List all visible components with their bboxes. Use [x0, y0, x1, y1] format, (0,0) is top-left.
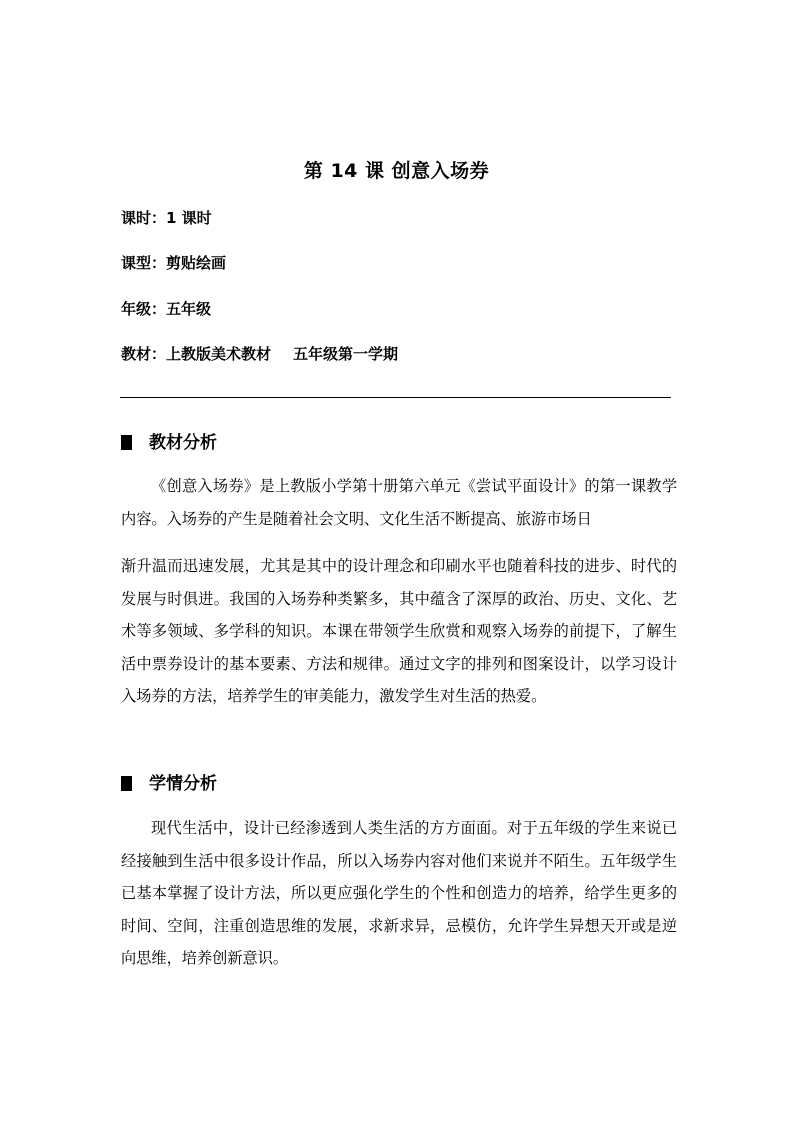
lesson-type: 课型：剪贴绘画	[121, 254, 227, 272]
section-heading-student-analysis	[121, 773, 217, 795]
student-analysis-paragraph: 现代生活中，设计已经渗透到人类生活的方方面面。对于五年级的学生来说已经接触到生活中很多设计作品，所以入场券内容对他们来说并不陌生。五年级学生已基本掌握了设计方法，所以更应强化学生的个性和创造力的培养，给学生更多的时间、空间，注重创造思维的发展，求新求异，忌模仿，允许学生异想天开或是逆向思维，培养创新意识。	[121, 819, 677, 967]
section-heading-label: 学情分析	[149, 774, 217, 794]
textbook-label: 教材：上教版美术教材	[121, 345, 272, 363]
separator-line	[120, 397, 671, 398]
section-heading-label: 教材分析	[149, 433, 217, 453]
page-title: 第 14 课 创意入场券	[303, 160, 490, 182]
textbook-term: 五年级第一学期	[293, 345, 399, 363]
lesson-grade: 年级：五年级	[121, 300, 212, 318]
square-bullet-icon	[121, 435, 132, 450]
textbook-analysis-paragraph-2: 渐升温而迅速发展，尤其是其中的设计理念和印刷水平也随着科技的进步、时代的发展与时俱进。我国的入场券种类繁多，其中蕴含了深厚的政治、历史、文化、艺术等多领域、多学科的知识。本课在带领学生欣赏和观察入场券的前提下，了解生活中票券设计的基本要素、方法和规律。通过文字的排列和图案设计，以学习设计入场券的方法，培养学生的审美能力，激发学生对生活的热爱。	[121, 557, 677, 705]
lesson-textbook	[121, 344, 398, 364]
lesson-hours: 课时：1 课时	[121, 209, 212, 227]
textbook-analysis-paragraph-1: 《创意入场券》是上教版小学第十册第六单元《尝试平面设计》的第一课教学内容。入场券的产生是随着社会文明、文化生活不断提高、旅游市场日	[121, 477, 677, 528]
square-bullet-icon	[121, 776, 132, 791]
section-heading-textbook-analysis	[121, 432, 217, 454]
